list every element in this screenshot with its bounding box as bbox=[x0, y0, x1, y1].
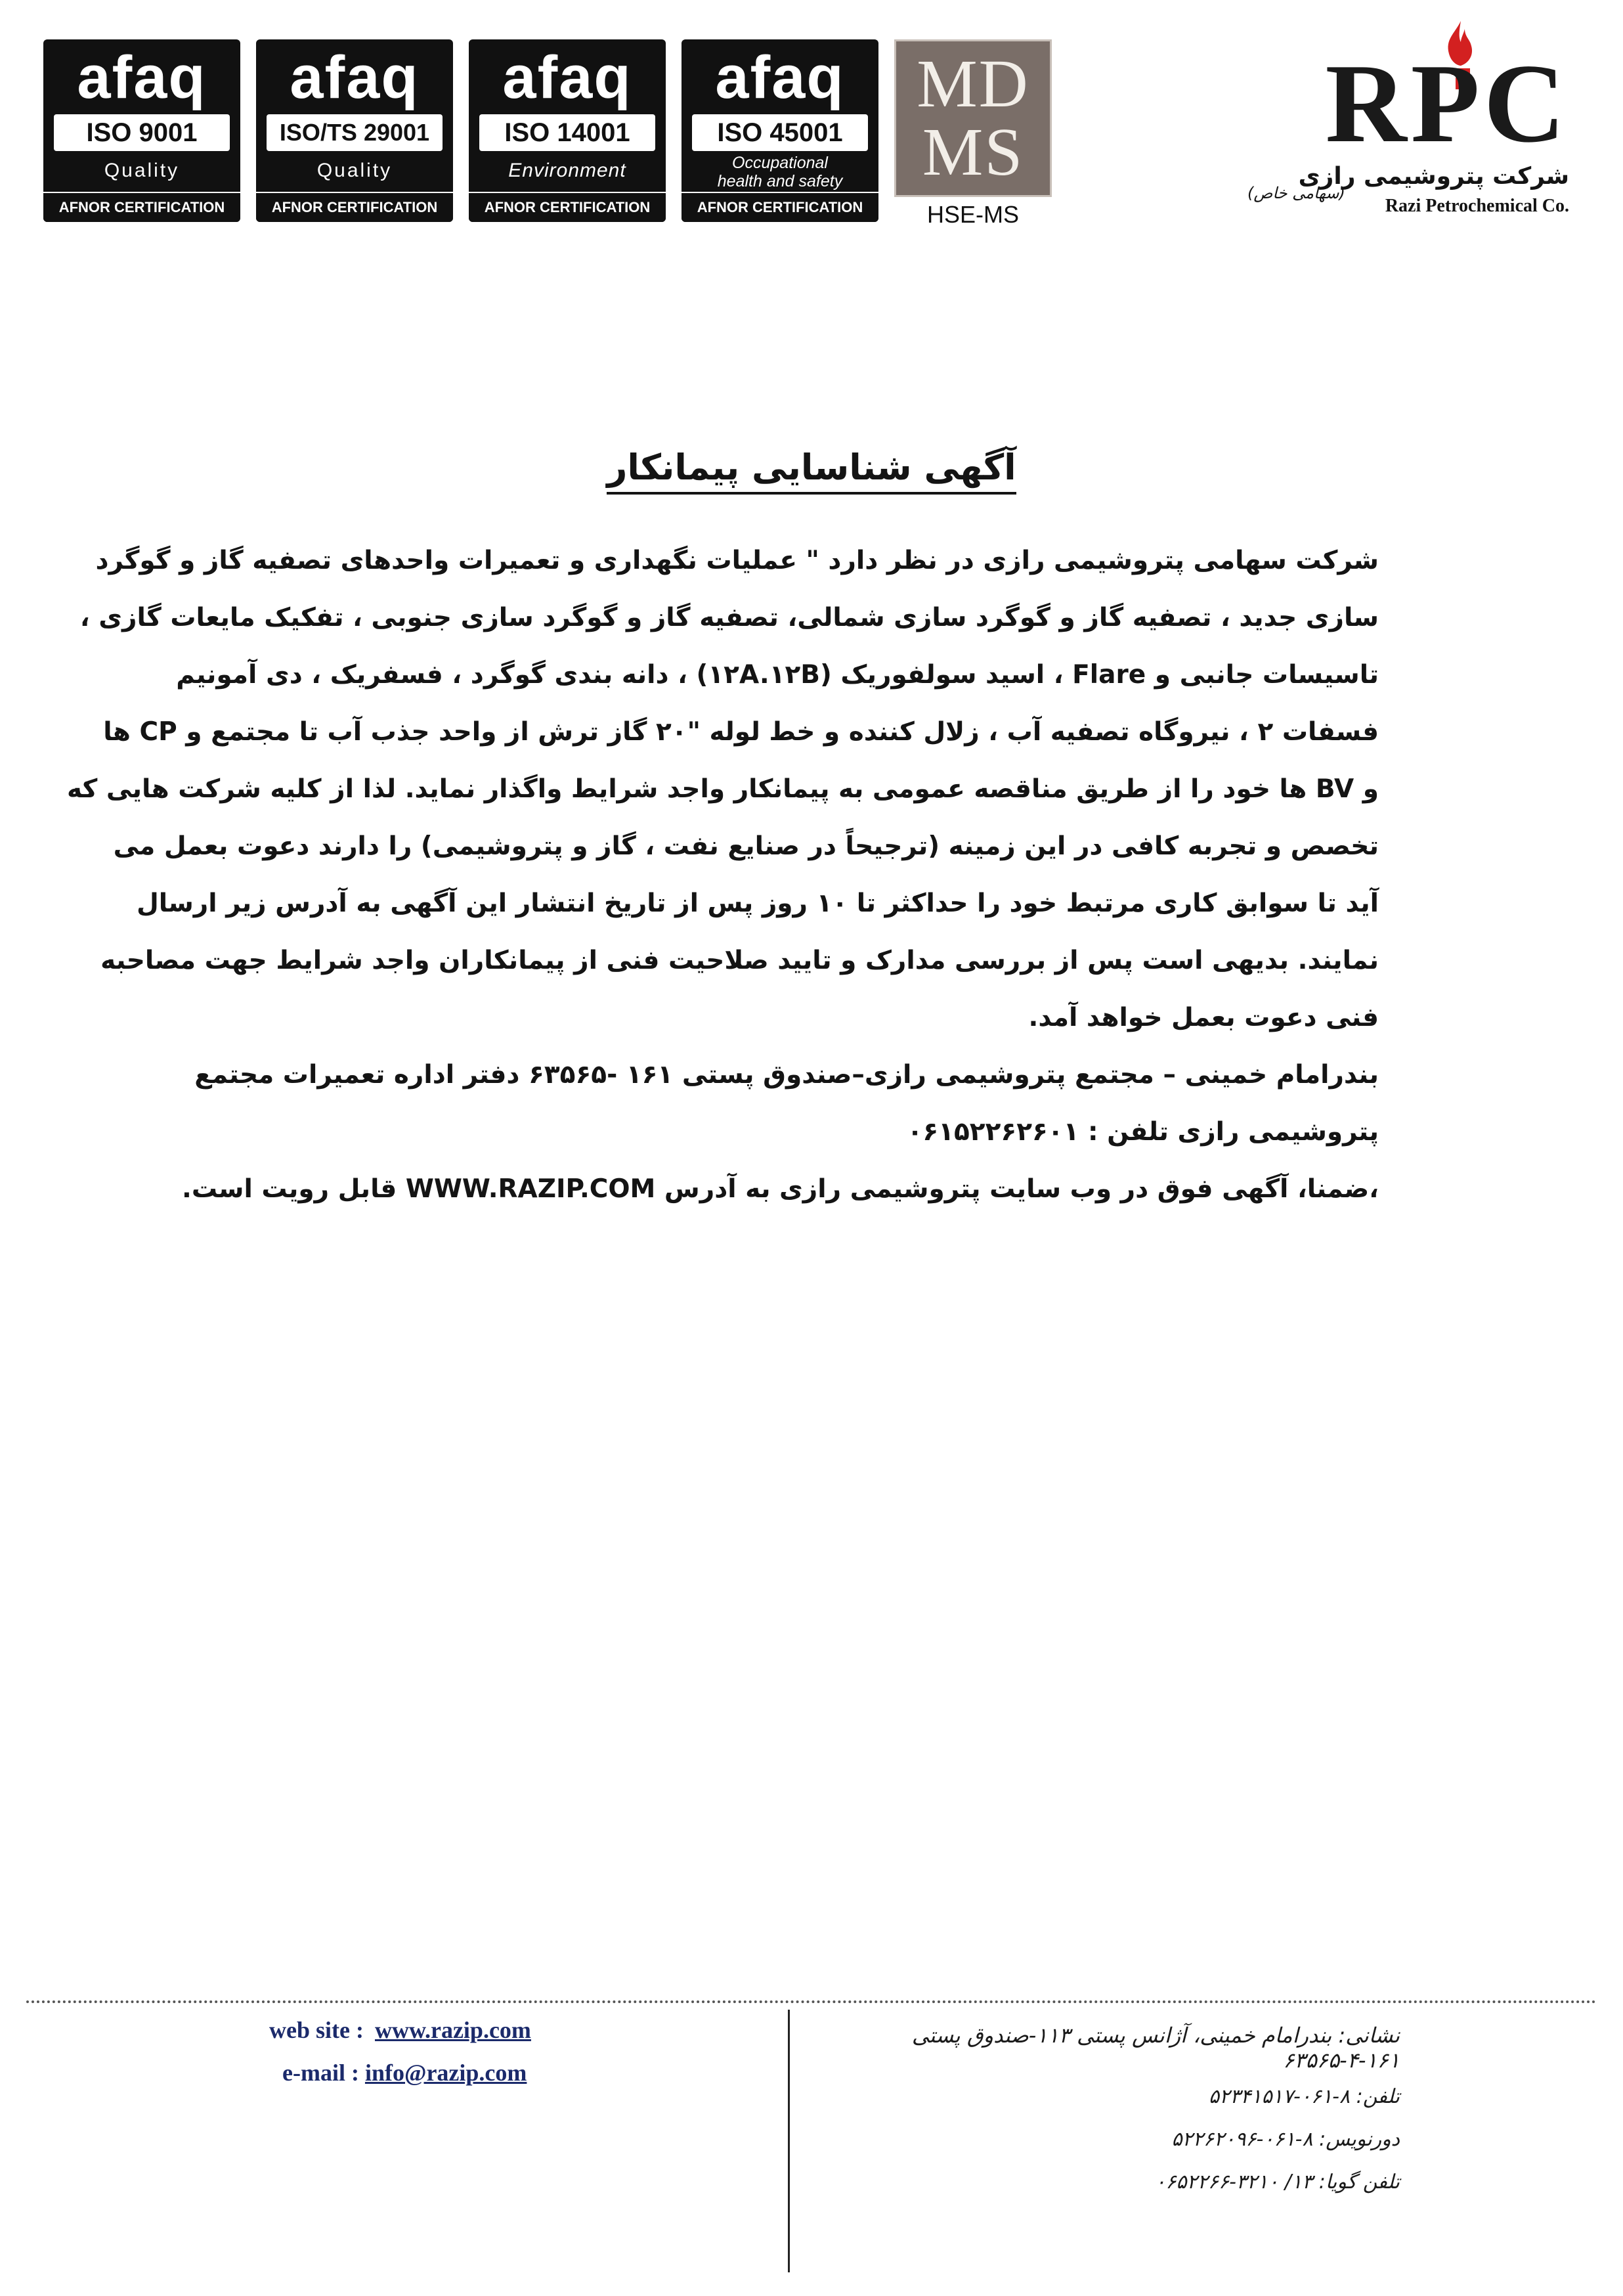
footer-phone: تلفن: ۸-۰۶۱-۵۲۳۴۱۵۱۷ bbox=[1209, 2085, 1400, 2108]
website-line: ،ضمنا، آگهی فوق در وب سایت پتروشیمی رازی به آدرس WWW.RAZIP.COM قابل رویت است. bbox=[182, 1174, 1379, 1204]
certification-label: Quality bbox=[316, 160, 393, 181]
company-name-en: Razi Petrochemical Co. bbox=[1385, 196, 1569, 216]
notice-body bbox=[67, 532, 1379, 1218]
certification-label bbox=[682, 151, 878, 190]
notice-line: شرکت سهامی پتروشیمی رازی در نظر دارد " عملیات نگهداری و تعمیرات واحدهای تصفیه گاز و گوگرد bbox=[95, 546, 1379, 575]
website-label: web site : bbox=[269, 2017, 364, 2043]
afaq-wordmark: afaq bbox=[77, 44, 207, 111]
notice-line: سازی جدید ، تصفیه گاز و گوگرد سازی شمالی، تصفیه گاز و گوگرد سازی جنوبی ، تفکیک مایعات گازی ، bbox=[79, 603, 1379, 632]
company-type-fa: (سهامی خاص) bbox=[1247, 184, 1345, 202]
mdms-hse-logo bbox=[894, 39, 1052, 230]
certification-label-line: health and safety bbox=[717, 172, 843, 190]
website-link[interactable]: www.razip.com bbox=[374, 2017, 531, 2043]
afaq-wordmark: afaq bbox=[290, 44, 420, 111]
notice-line: آید تا سوابق کاری مرتبط خود را حداکثر تا ۱۰ روز پس از تاریخ انتشار این آگهی به آدرس زیر ارسال bbox=[136, 889, 1379, 918]
email-label: e-mail : bbox=[282, 2060, 359, 2086]
iso-standard: ISO 14001 bbox=[479, 114, 655, 151]
iso-standard: ISO 9001 bbox=[54, 114, 230, 151]
notice-line: فسفات ۲ ، نیروگاه تصفیه آب ، زلال کننده و خط لوله "۲۰ گاز ترش از واحد جذب آب تا مجتمع و CP ها bbox=[103, 717, 1379, 747]
notice-title-wrap bbox=[0, 447, 1623, 495]
company-name-fa: شرکت پتروشیمی رازی bbox=[1298, 163, 1569, 190]
certification-label-line: Occupational bbox=[732, 154, 828, 172]
address-line: پتروشیمی رازی تلفن : ۰۶۱۵۲۲۶۲۶۰۱ bbox=[907, 1117, 1379, 1147]
iso-standard: ISO 45001 bbox=[692, 114, 868, 151]
afaq-iso-ts-29001-badge bbox=[256, 39, 453, 222]
mdms-row-1: MD bbox=[917, 46, 1029, 121]
rpc-letters: RPC bbox=[1325, 41, 1569, 166]
afnor-footer: AFNOR CERTIFICATION bbox=[256, 192, 453, 222]
notice-line: تخصص و تجربه کافی در این زمینه (ترجیحاً در صنایع نفت ، گاز و پتروشیمی) را دارند دعوت بعمل می bbox=[113, 831, 1379, 861]
afnor-footer: AFNOR CERTIFICATION bbox=[469, 192, 666, 222]
afaq-iso-45001-badge bbox=[682, 39, 878, 222]
notice-line: نمایند. بدیهی است پس از بررسی مدارک و تایید صلاحیت فنی از پیمانکاران واجد شرایط جهت مصاحبه bbox=[100, 946, 1379, 975]
afaq-wordmark: afaq bbox=[715, 44, 845, 111]
footer-voice-phone: تلفن گویا: ۱۳/ ۳۲۱۰-۰۶۵۲۲۶۶ bbox=[1155, 2171, 1400, 2194]
footer-email bbox=[282, 2059, 527, 2086]
notice-line: و BV ها خود را از طریق مناقصه عمومی به پیمانکار واجد شرایط واگذار نماید. لذا از کلیه شرکت هایی که bbox=[67, 774, 1379, 804]
mdms-tile bbox=[894, 39, 1052, 197]
mdms-caption: HSE-MS bbox=[926, 201, 1019, 228]
afaq-wordmark: afaq bbox=[502, 44, 632, 111]
afnor-footer: AFNOR CERTIFICATION bbox=[43, 192, 240, 222]
address-line: بندرامام خمینی – مجتمع پتروشیمی رازی–صندوق پستی ۱۶۱ -۶۳۵۶۵ دفتر اداره تعمیرات مجتمع bbox=[194, 1060, 1379, 1090]
afnor-footer: AFNOR CERTIFICATION bbox=[682, 192, 878, 222]
footer-fax: دورنویس: ۸-۰۶۱-۵۲۲۶۲۰۹۶ bbox=[1171, 2128, 1400, 2151]
company-logo bbox=[1234, 20, 1589, 230]
footer-divider bbox=[26, 2000, 1597, 2003]
iso-standard: ISO/TS 29001 bbox=[267, 114, 443, 151]
certification-label: Quality bbox=[104, 160, 180, 181]
certification-logos bbox=[43, 39, 1052, 230]
footer-vertical-divider bbox=[788, 2010, 790, 2272]
afaq-iso-9001-badge bbox=[43, 39, 240, 222]
footer-address: نشانی: بندرامام خمینی، آژانس پستی ۱۱۳-صندوق پستی ۱۶۱-۴-۶۳۵۶۵ bbox=[911, 2023, 1400, 2073]
certification-label: Environment bbox=[508, 160, 626, 181]
footer-website bbox=[269, 2016, 531, 2044]
email-link[interactable]: info@razip.com bbox=[364, 2060, 527, 2086]
notice-title: آگهی شناسایی پیمانکار bbox=[607, 447, 1016, 495]
notice-line: فنی دعوت بعمل خواهد آمد. bbox=[1028, 1003, 1379, 1032]
afaq-iso-14001-badge bbox=[469, 39, 666, 222]
notice-line: تاسیسات جانبی و Flare ، اسید سولفوریک (۱۲A.۱۲B) ، دانه بندی گوگرد ، فسفریک ، دی آمونیم bbox=[176, 660, 1379, 690]
mdms-row-2: MS bbox=[922, 114, 1024, 190]
